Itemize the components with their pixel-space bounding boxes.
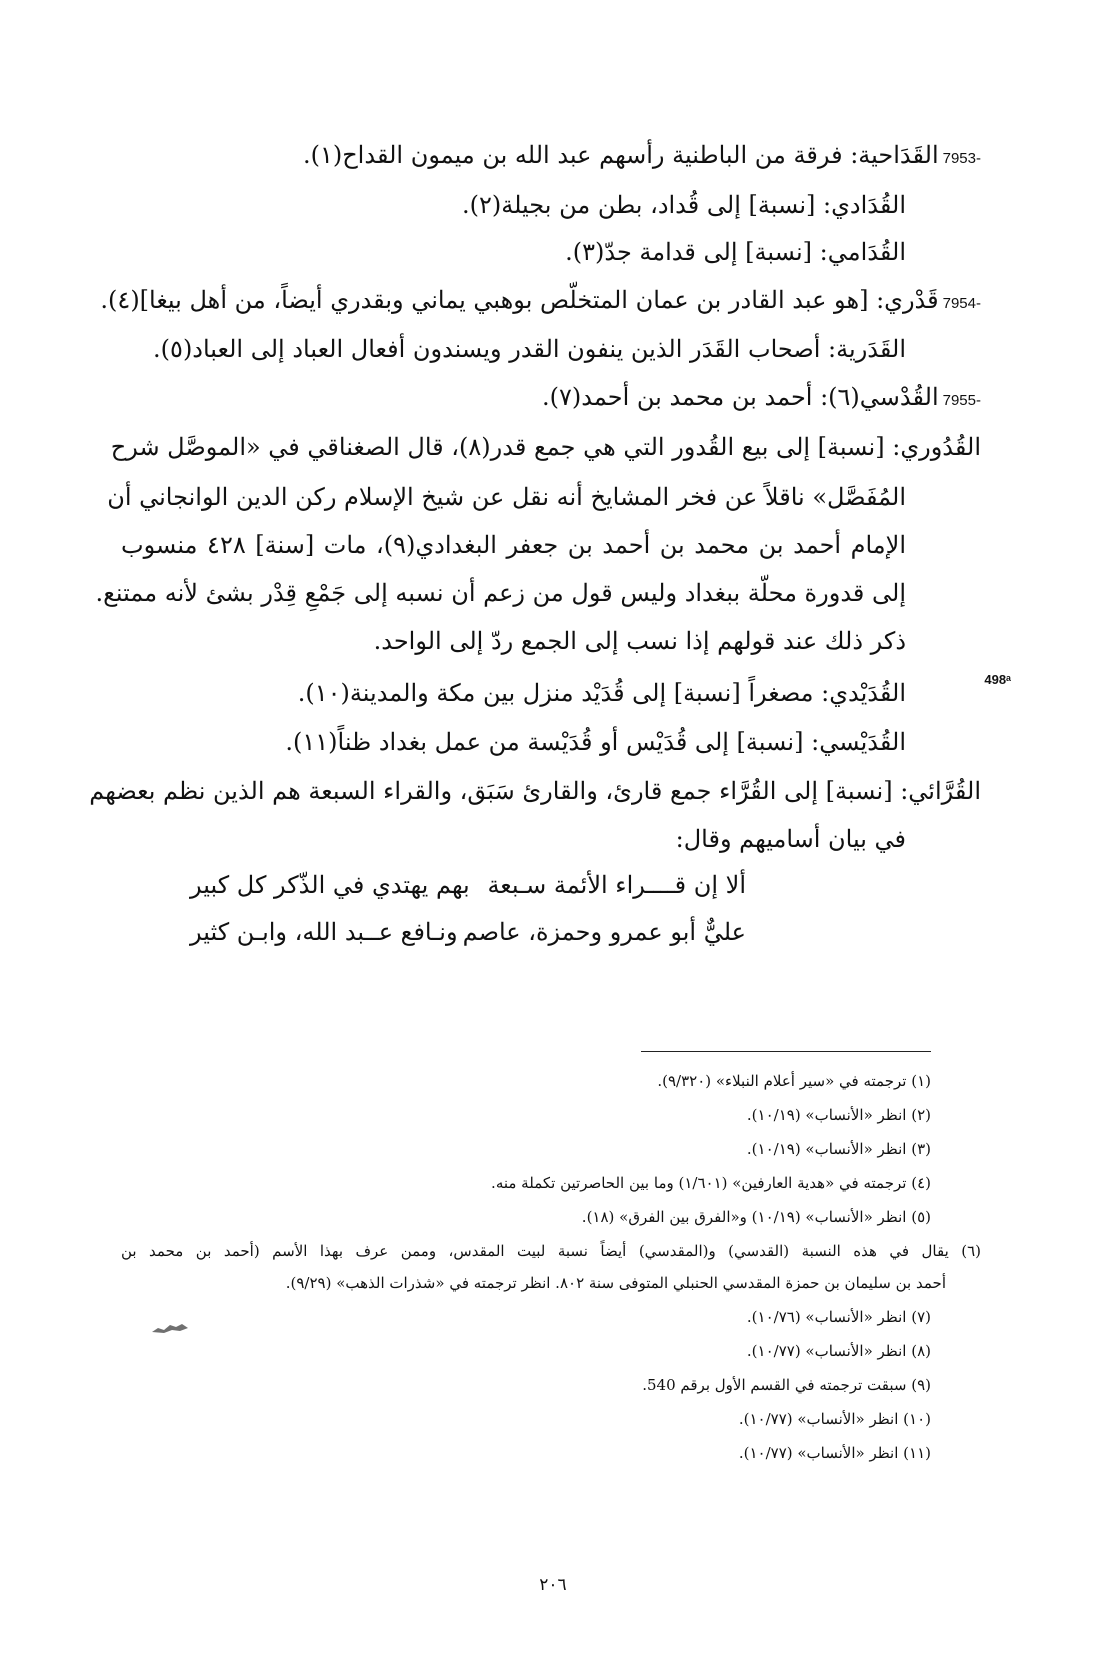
footnote-6-continued: أحمد بن سليمان بن حمزة المقدسي الحنبلي المتوفى سنة ٨٠٢. انظر ترجمته في «شذرات الذهب» (٩/٢٩). bbox=[285, 1274, 946, 1292]
entry-text: القَدَرية: أصحاب القَدَر الذين ينفون القدر ويسندون أفعال العباد إلى العباد(٥). bbox=[153, 335, 906, 363]
qaduri-line-2: المُفَصَّل» ناقلاً عن فخر المشايخ أنه نقل عن شيخ الإسلام ركن الدين الوانجاني أن bbox=[107, 483, 906, 511]
qaduri-line-5: ذكر ذلك عند قولهم إذا نسب إلى الجمع ردّ إلى الواحد. bbox=[373, 627, 906, 655]
entry-number: 7953- bbox=[942, 150, 981, 167]
entry-text: القُدَامي: [نسبة] إلى قدامة جدّ(٣). bbox=[565, 238, 906, 266]
entry-qudadi bbox=[462, 188, 906, 222]
margin-reference: 498ᵃ bbox=[984, 672, 1011, 687]
footnote-1: (١) ترجمته في «سير أعلام النبلاء» (٩/٣٢٠). bbox=[657, 1072, 931, 1090]
entry-qudaysi bbox=[285, 725, 906, 759]
footnote-6: (٦) يقال في هذه النسبة (القدسي) و(المقدسي) أيضاً نسبة لبيت المقدس، وممن عرف بهذا الأسم (أحمد بن محمد بن bbox=[121, 1242, 981, 1260]
footnote-8: (٨) انظر «الأنساب» (١٠/٧٧). bbox=[746, 1342, 931, 1360]
entry-qaddahiya bbox=[303, 138, 981, 176]
entry-text: القُدَيْسي: [نسبة] إلى قُدَيْس أو قُدَيْسة من عمل بغداد ظناً(١١). bbox=[285, 728, 906, 756]
entry-qadri bbox=[100, 283, 981, 321]
entry-text: القُدْسي(٦): أحمد بن محمد بن أحمد(٧). bbox=[542, 383, 939, 411]
poem-hemistich-2b: ونـافع عــبد الله، وابـن كثير bbox=[190, 918, 458, 946]
footnote-4: (٤) ترجمته في «هدية العارفين» (١/٦٠١) وما بين الحاصرتين تكملة منه. bbox=[491, 1174, 931, 1192]
footnote-3: (٣) انظر «الأنساب» (١٠/١٩). bbox=[746, 1140, 931, 1158]
entry-number: 7955- bbox=[942, 392, 981, 409]
qaduri-line-1: القُدُوري: [نسبة] إلى بيع القُدور التي هي جمع قدر(٨)، قال الصغناقي في «الموصَّل شرح bbox=[110, 433, 981, 461]
entry-text: قَدْري: [هو عبد القادر بن عمان المتخلّص بوهبي يماني وبقدري أيضاً، من أهل بيغا](٤). bbox=[100, 286, 939, 314]
entry-qudami bbox=[565, 235, 906, 269]
entry-text: القُدَادي: [نسبة] إلى قُداد، بطن من بجيلة(٢). bbox=[461, 191, 906, 219]
footnote-9: (٩) سبقت ترجمته في القسم الأول برقم 540. bbox=[642, 1376, 931, 1394]
footnote-10: (١٠) انظر «الأنساب» (١٠/٧٧). bbox=[738, 1410, 931, 1428]
qaduri-line-4: إلى قدورة محلّة ببغداد وليس قول من زعم أن نسبه إلى جَمْعِ قِدْر بشئ لأنه ممتنع. bbox=[95, 579, 906, 607]
qurrai-line-2: في بيان أساميهم وقال: bbox=[675, 825, 906, 853]
page-number: ٢٠٦ bbox=[539, 1575, 567, 1595]
entry-qudaydi bbox=[298, 676, 906, 710]
entry-text: القُدَيْدي: مصغراً [نسبة] إلى قُدَيْد منزل بين مكة والمدينة(١٠). bbox=[297, 679, 906, 707]
poem-hemistich-1a: ألا إن قــــراء الأئمة سـبعة bbox=[487, 871, 746, 899]
entry-number: 7954- bbox=[942, 295, 981, 312]
footnote-divider bbox=[641, 1051, 931, 1052]
entry-qudsi bbox=[542, 380, 981, 418]
entry-qadariya bbox=[153, 332, 906, 366]
footnote-5: (٥) انظر «الأنساب» (١٠/١٩) و«الفرق بين الفرق» (١٨). bbox=[581, 1208, 931, 1226]
qurrai-line-1: القُرَّائي: [نسبة] إلى القُرَّاء جمع قارئ، والقارئ سَبَق، والقراء السبعة هم الذين نظم بعضهم bbox=[89, 777, 981, 805]
qaduri-line-3: الإمام أحمد بن محمد بن أحمد بن جعفر البغدادي(٩)، مات [سنة] ٤٢٨ منسوب bbox=[121, 531, 907, 559]
poem-hemistich-2a: عليٌّ أبو عمرو وحمزة، عاصم bbox=[462, 918, 746, 946]
entry-text: القَدَاحية: فرقة من الباطنية رأسهم عبد الله بن ميمون القداح(١). bbox=[302, 141, 939, 169]
footnote-11: (١١) انظر «الأنساب» (١٠/٧٧). bbox=[738, 1444, 931, 1462]
footnote-2: (٢) انظر «الأنساب» (١٠/١٩). bbox=[746, 1106, 931, 1124]
poem-hemistich-1b: بهم يهتدي في الذّكر كل كبير bbox=[190, 871, 470, 899]
footnote-7: (٧) انظر «الأنساب» (١٠/٧٦). bbox=[746, 1308, 931, 1326]
ink-smudge-mark bbox=[150, 1322, 190, 1334]
